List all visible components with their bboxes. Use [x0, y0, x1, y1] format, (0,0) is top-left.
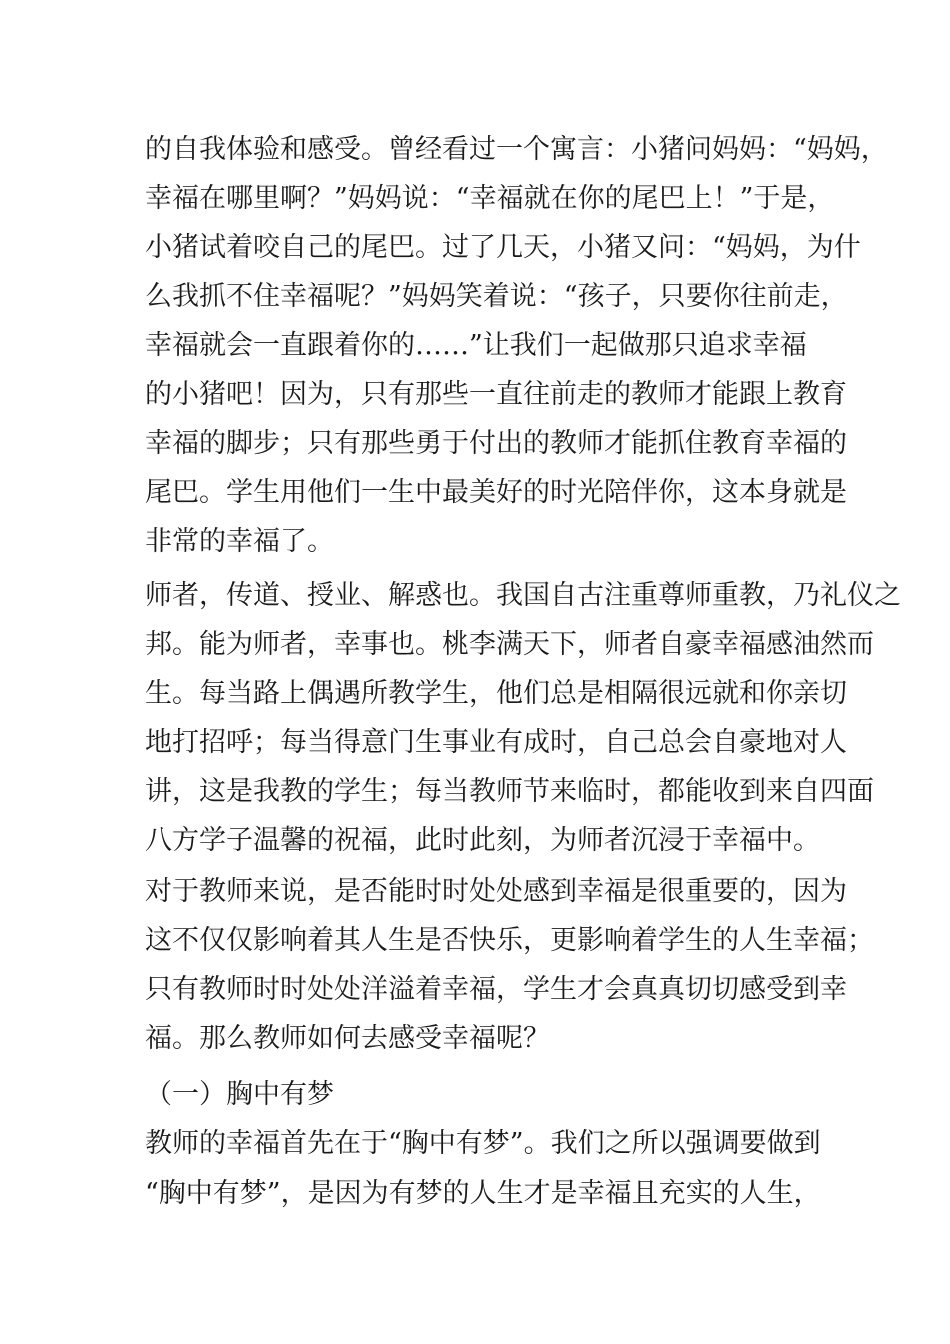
- text-line: 邦。能为师者，幸事也。桃李满天下，师者自豪幸福感油然而: [145, 629, 874, 660]
- text-line: 地打招呼；每当得意门生事业有成时，自己总会自豪地对人: [145, 727, 847, 758]
- text-line: 只有教师时时处处洋溢着幸福，学生才会真真切切感受到幸: [145, 974, 847, 1005]
- text-line: 师者，传道、授业、解惑也。我国自古注重尊师重教，乃礼仪之: [145, 580, 901, 611]
- text-line: 尾巴。学生用他们一生中最美好的时光陪伴你，这本身就是: [145, 477, 847, 508]
- text-line: 小猪试着咬自己的尾巴。过了几天，小猪又问：“妈妈，为什: [145, 232, 861, 263]
- text-line: 教师的幸福首先在于“胸中有梦”。我们之所以强调要做到: [145, 1128, 821, 1159]
- text-line: 福。那么教师如何去感受幸福呢？: [145, 1023, 550, 1054]
- text-line: 幸福在哪里啊？”妈妈说：“幸福就在你的尾巴上！”于是，: [145, 183, 835, 214]
- text-line: 生。每当路上偶遇所教学生，他们总是相隔很远就和你亲切: [145, 678, 847, 709]
- text-line: “胸中有梦”，是因为有梦的人生才是幸福且充实的人生，: [145, 1178, 821, 1209]
- text-line: 么我抓不住幸福呢？”妈妈笑着说：“孩子，只要你往前走，: [145, 281, 848, 312]
- text-line: 讲，这是我教的学生；每当教师节来临时，都能收到来自四面: [145, 776, 874, 807]
- text-line: 八方学子温馨的祝福，此时此刻，为师者沉浸于幸福中。: [145, 825, 820, 856]
- text-line: 幸福的脚步；只有那些勇于付出的教师才能抓住教育幸福的: [145, 428, 847, 459]
- text-line: 对于教师来说，是否能时时处处感到幸福是很重要的，因为: [145, 876, 847, 907]
- text-line: 幸福就会一直跟着你的……”让我们一起做那只追求幸福: [145, 330, 807, 361]
- text-line: 这不仅仅影响着其人生是否快乐，更影响着学生的人生幸福；: [145, 925, 874, 956]
- text-line: 的自我体验和感受。曾经看过一个寓言：小猪问妈妈：“妈妈，: [145, 134, 888, 165]
- text-line: 非常的幸福了。: [145, 526, 334, 557]
- text-line: 的小猪吧！因为，只有那些一直往前走的教师才能跟上教育: [145, 379, 847, 410]
- section-heading: （一）胸中有梦: [145, 1079, 334, 1110]
